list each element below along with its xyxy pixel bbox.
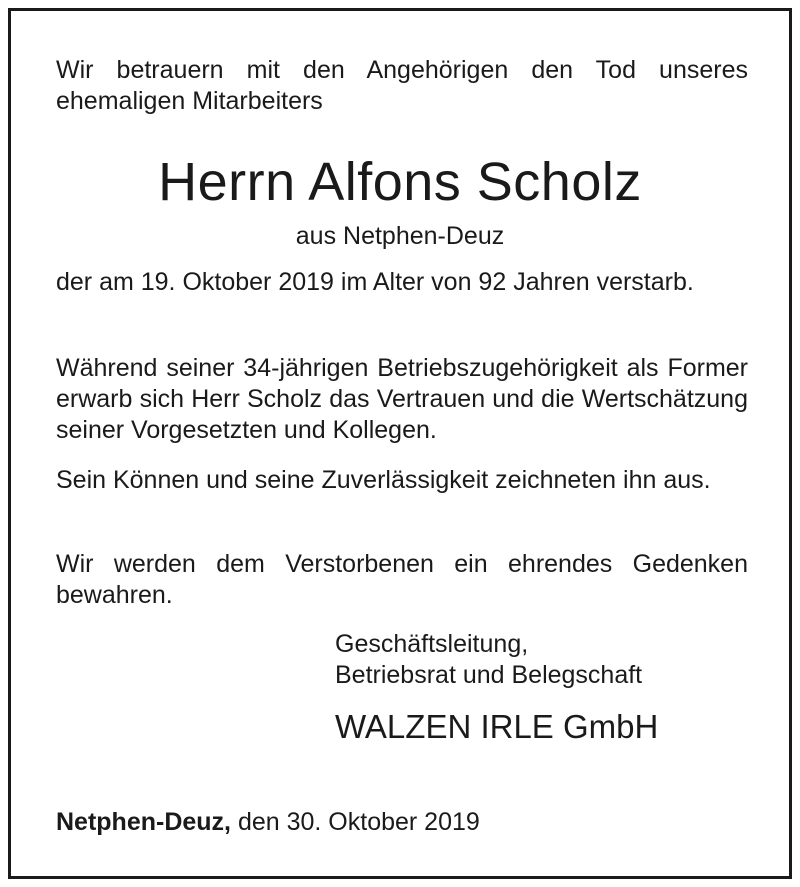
dateline-date: den 30. Oktober 2019 xyxy=(237,808,480,836)
paragraph-qualities: Sein Können und seine Zuverlässigkeit zeichneten ihn aus. xyxy=(56,466,711,494)
paragraph-death-date: der am 19. Oktober 2019 im Alter von 92 Jahren verstarb. xyxy=(56,268,694,296)
signature-block xyxy=(335,629,755,691)
signature-line-1: Geschäftsleitung, xyxy=(335,630,529,658)
origin-text: aus Netphen-Deuz xyxy=(295,222,505,250)
obituary-notice xyxy=(8,8,792,879)
signature-line-2: Betriebsrat und Belegschaft xyxy=(335,661,643,689)
deceased-name: Herrn Alfons Scholz xyxy=(158,152,642,212)
dateline-place: Netphen-Deuz, xyxy=(56,808,231,836)
paragraph-service: Während seiner 34-jährigen Betriebszugehörigkeit als Former erwarb sich Herr Scholz das Vertrauen und die Wertschätzung seiner Vorgesetzten und Kollegen. xyxy=(56,354,748,444)
paragraph-remembrance: Wir werden dem Verstorbenen ein ehrendes Gedenken bewahren. xyxy=(56,550,748,609)
company-name: WALZEN IRLE GmbH xyxy=(335,708,659,745)
intro-text: Wir betrauern mit den Angehörigen den Tod unseres ehemaligen Mitarbeiters xyxy=(56,56,748,115)
dateline xyxy=(56,807,480,838)
